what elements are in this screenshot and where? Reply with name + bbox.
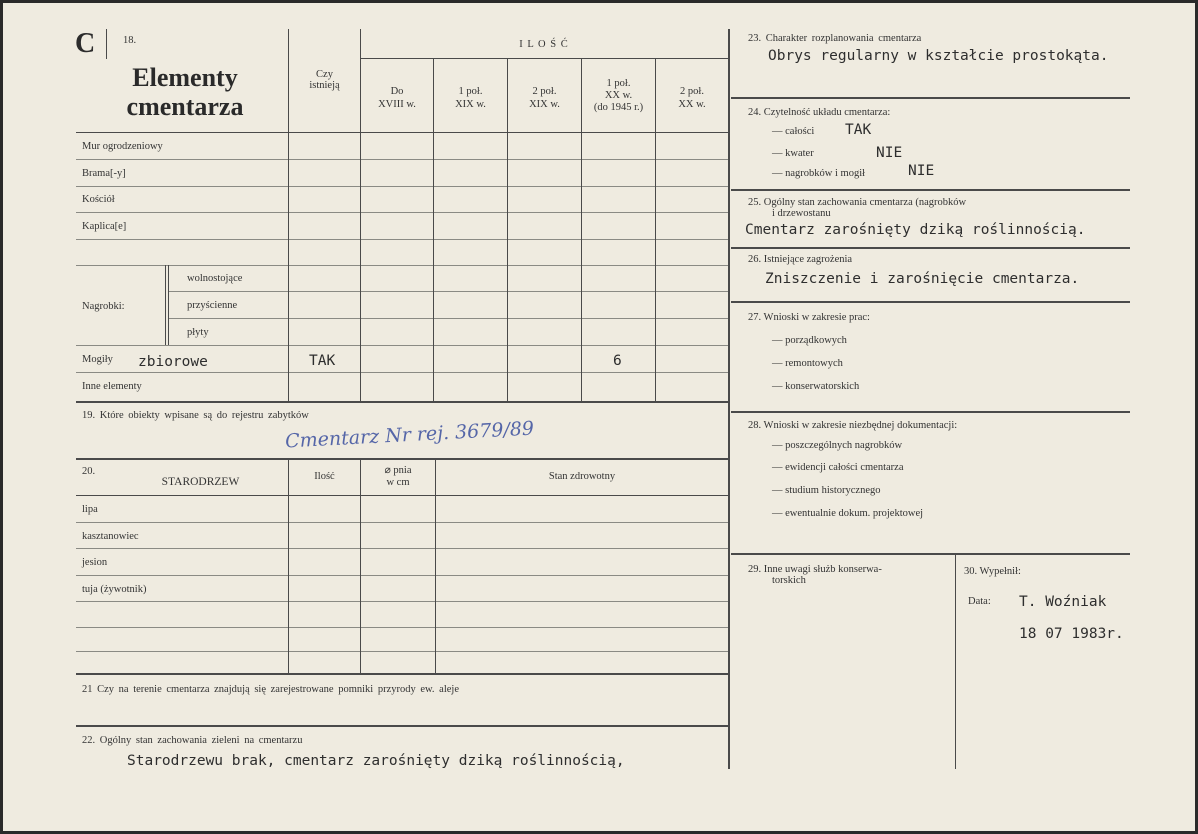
period-header: 2 poł. XIX w. — [529, 86, 560, 110]
legibility-quarters-label: — kwater — [772, 148, 814, 159]
period-header: 1 poł. XIX w. — [455, 86, 486, 110]
documentation-item: — studium historycznego — [772, 485, 881, 496]
works-item: — konserwatorskich — [772, 381, 860, 392]
row-label-chapel: Kaplica[e] — [82, 221, 127, 232]
row-label-church: Kościół — [82, 194, 115, 205]
graves-type-value: zbiorowe — [138, 354, 208, 370]
tree-row-label: jesion — [82, 557, 108, 568]
tree-row-label: kasztanowiec — [82, 531, 139, 542]
row-label-gate: Brama[-y] — [82, 168, 126, 179]
layout-character-value: Obrys regularny w kształcie prostokąta. — [768, 48, 1109, 64]
row-label-slabs: płyty — [187, 327, 209, 338]
graves-exist-value: TAK — [309, 353, 336, 369]
old-trees-header: STARODRZEW — [161, 476, 240, 488]
section-19-label: 19. Które obiekty wpisane są do rejestru zabytków — [82, 410, 309, 421]
threats-value: Zniszczenie i zarośnięcie cmentarza. — [765, 271, 1080, 287]
legibility-quarters-value: NIE — [876, 145, 903, 161]
graves-count-value: 6 — [613, 353, 622, 369]
section-28-label: 28. Wnioski w zakresie niezbędnej dokumentacji: — [748, 420, 958, 431]
section-23-label: 23. Charakter rozplanowania cmentarza — [748, 33, 922, 44]
section-22-label: 22. Ogólny stan zachowania zieleni na cmentarzu — [82, 735, 303, 746]
row-label-freestanding: wolnostojące — [187, 273, 243, 284]
legibility-whole-label: — całości — [772, 126, 815, 137]
section-24-label: 24. Czytelność układu cmentarza: — [748, 107, 891, 118]
register-entry-handwriting: Cmentarz Nr rej. 3679/89 — [284, 417, 535, 453]
tree-row-label: lipa — [82, 504, 98, 515]
row-label-wall: Mur ogrodzeniowy — [82, 141, 163, 152]
section-26-label: 26. Istniejące zagrożenia — [748, 254, 853, 265]
documentation-item: — ewidencji całości cmentarza — [772, 462, 904, 473]
row-label-gravestones: Nagrobki: — [82, 301, 125, 312]
period-header: Do XVIII w. — [378, 86, 416, 110]
card-code: C — [75, 28, 96, 59]
documentation-item: — ewentualnie dokum. projektowej — [772, 508, 924, 519]
section-18-number: 18. — [123, 35, 137, 46]
tree-count-header: Ilość — [314, 471, 335, 482]
section-21-label: 21 Czy na terenie cmentarza znajdują się zarejestrowane pomniki przyrody ew. aleje — [82, 684, 459, 695]
section-27-label: 27. Wnioski w zakresie prac: — [748, 312, 870, 323]
section-25-label-2: i drzewostanu — [772, 208, 831, 219]
row-label-other: Inne elementy — [82, 381, 142, 392]
trunk-diameter-header-2: w cm — [386, 477, 410, 488]
tree-row-label: tuja (żywotnik) — [82, 584, 147, 595]
inventory-card — [3, 3, 1195, 831]
quantity-header: I L O Ś Ć — [519, 39, 569, 50]
trunk-diameter-header-1: ⌀ pnia — [384, 465, 412, 476]
works-item: — porządkowych — [772, 335, 847, 346]
period-header: 1 poł. XX w. (do 1945 r.) — [593, 78, 644, 113]
exists-header-1: Czy — [316, 69, 333, 80]
exists-header-2: istnieją — [309, 80, 340, 91]
greenery-state-value: Starodrzewu brak, cmentarz zarośnięty dziką roślinnością, — [127, 753, 625, 769]
row-label-graves: Mogiły — [82, 354, 113, 365]
row-label-wall-mounted: przyścienne — [187, 300, 238, 311]
period-header: 2 poł. XX w. — [678, 86, 706, 110]
filled-date: 18 07 1983r. — [1019, 626, 1124, 642]
legibility-whole-value: TAK — [845, 122, 872, 138]
works-item: — remontowych — [772, 358, 843, 369]
date-label: Data: — [968, 596, 991, 607]
title-line-2: cmentarza — [126, 92, 244, 121]
documentation-item: — poszczególnych nagrobków — [772, 440, 903, 451]
legibility-graves-label: — nagrobków i mogił — [772, 168, 866, 179]
health-state-header: Stan zdrowotny — [548, 471, 616, 482]
section-25-label-1: 25. Ogólny stan zachowania cmentarza (nagrobków — [748, 197, 967, 208]
section-29-label-1: 29. Inne uwagi służb konserwa- — [748, 564, 882, 575]
title-line-1: Elementy — [132, 63, 238, 92]
section-30-label: 30. Wypełnił: — [964, 566, 1021, 577]
section-29-label-2: torskich — [772, 575, 806, 586]
section-20-number: 20. — [82, 466, 96, 477]
filled-by-name: T. Woźniak — [1019, 594, 1107, 610]
section-title — [95, 63, 275, 121]
legibility-graves-value: NIE — [908, 163, 935, 179]
general-state-value: Cmentarz zarośnięty dziką roślinnością. — [745, 222, 1086, 238]
